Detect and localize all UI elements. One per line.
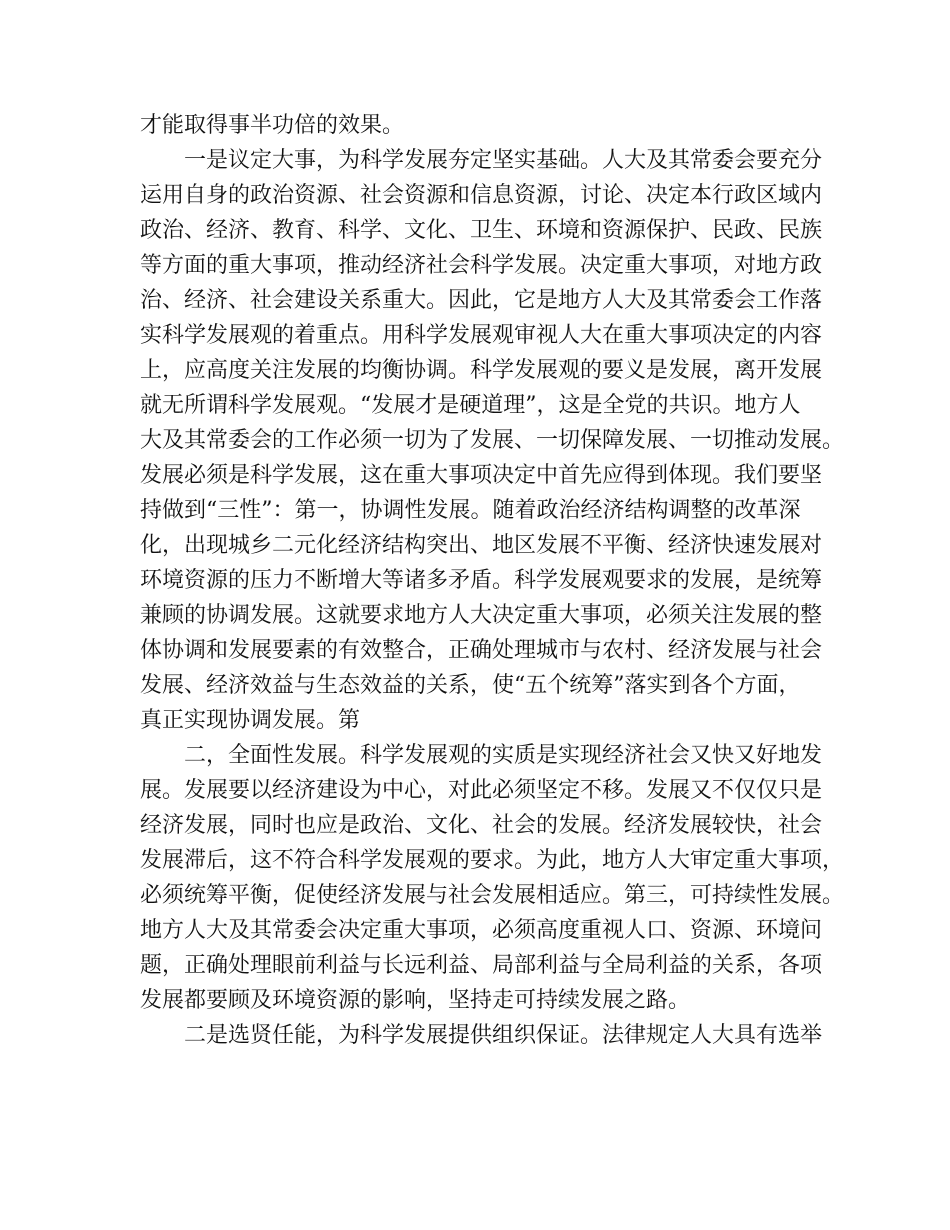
text-line: 发展必须是科学发展，这在重大事项决定中首先应得到体现。我们要坚 [140,463,823,488]
text-line: 大及其常委会的工作必须一切为了发展、一切保障发展、一切推动发展。 [140,428,845,453]
text-line: 题，正确处理眼前利益与长远利益、局部利益与全局利益的关系，各项 [140,953,823,978]
text-line: 政治、经济、教育、科学、文化、卫生、环境和资源保护、民政、民族 [140,218,823,243]
text-line: 上，应高度关注发展的均衡协调。科学发展观的要义是发展，离开发展 [140,358,823,383]
text-line: 发展、经济效益与生态效益的关系，使“五个统筹”落实到各个方面， [140,673,801,698]
text-line: 真正实现协调发展。第 [140,708,361,733]
text-line: 必须统筹平衡，促使经济发展与社会发展相适应。第三，可持续性发展。 [140,883,845,908]
text-line: 一是议定大事，为科学发展夯定坚实基础。人大及其常委会要充分 [184,148,823,173]
text-line: 持做到“三性”：第一，协调性发展。随着政治经济结构调整的改革深 [140,498,801,523]
text-line: 二，全面性发展。科学发展观的实质是实现经济社会又快又好地发 [184,743,823,768]
text-line: 经济发展，同时也应是政治、文化、社会的发展。经济发展较快，社会 [140,813,823,838]
text-line: 就无所谓科学发展观。“发展才是硬道理”，这是全党的共识。地方人 [140,393,801,418]
text-line: 才能取得事半功倍的效果。 [140,113,405,138]
text-line: 展。发展要以经济建设为中心，对此必须坚定不移。发展又不仅仅只是 [140,778,823,803]
text-line: 运用自身的政治资源、社会资源和信息资源，讨论、决定本行政区域内 [140,183,823,208]
text-line: 兼顾的协调发展。这就要求地方人大决定重大事项，必须关注发展的整 [140,603,823,628]
text-line: 地方人大及其常委会决定重大事项，必须高度重视人口、资源、环境问 [140,918,823,943]
text-line: 环境资源的压力不断增大等诸多矛盾。科学发展观要求的发展，是统筹 [140,568,823,593]
text-line: 化，出现城乡二元化经济结构突出、地区发展不平衡、经济快速发展对 [140,533,823,558]
text-line: 发展滞后，这不符合科学发展观的要求。为此，地方人大审定重大事项， [140,848,845,873]
text-line: 等方面的重大事项，推动经济社会科学发展。决定重大事项，对地方政 [140,253,823,278]
text-line: 治、经济、社会建设关系重大。因此，它是地方人大及其常委会工作落 [140,288,823,313]
body-text [140,108,845,1053]
text-line: 实科学发展观的着重点。用科学发展观审视人大在重大事项决定的内容 [140,323,823,348]
text-line: 体协调和发展要素的有效整合，正确处理城市与农村、经济发展与社会 [140,638,823,663]
text-line: 二是选贤任能，为科学发展提供组织保证。法律规定人大具有选举 [184,1023,823,1048]
text-line: 发展都要顾及环境资源的影响，坚持走可持续发展之路。 [140,988,691,1013]
